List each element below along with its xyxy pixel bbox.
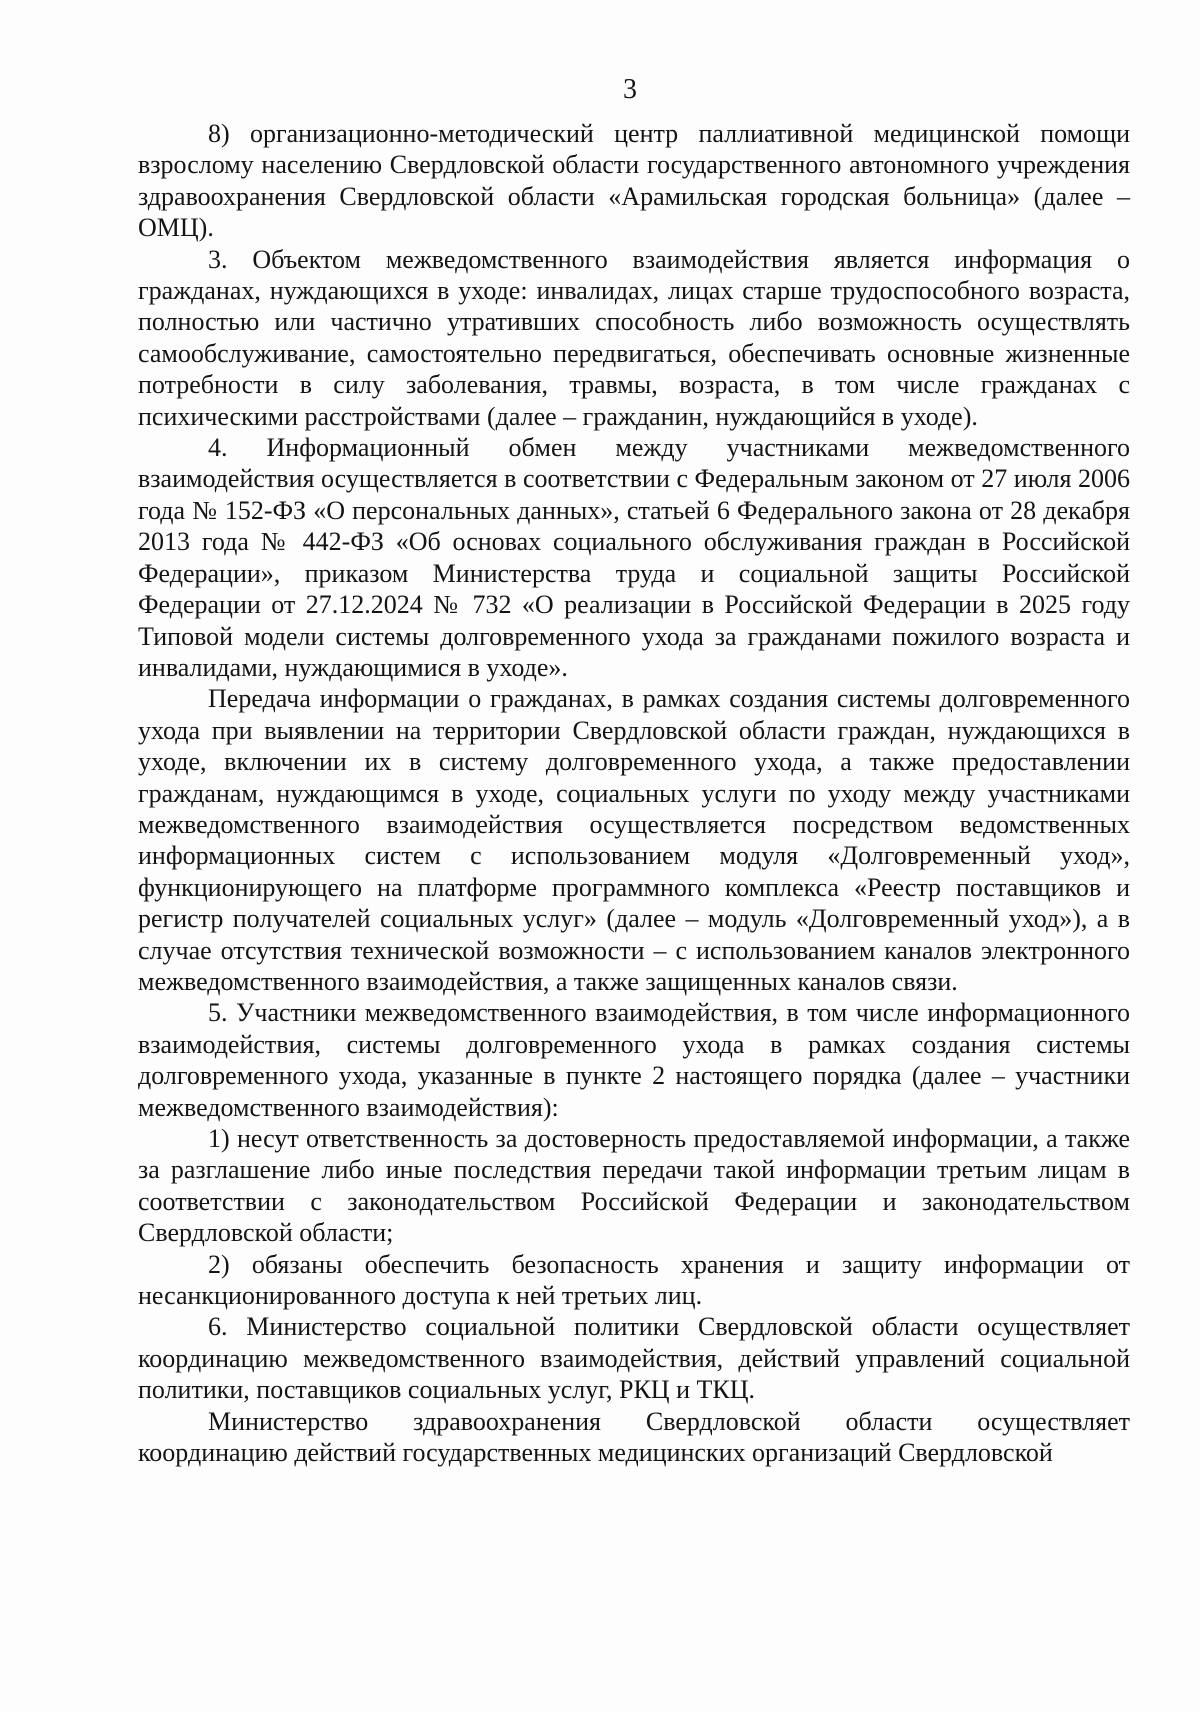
paragraph-item-1-responsibility: 1) несут ответственность за достоверность предоставляемой информации, а также за разглашение либо иные последствия передачи такой информации третьим лицам в соответствии с законодательством Российской Федерации и законодательством Свердловской области; [138,1124,1130,1248]
paragraph-section-3-object: 3. Объектом межведомственного взаимодействия является информация о гражданах, нуждающихся в уходе: инвалидах, лицах старше трудоспособного возраста, полностью или частично утративших способность либо возможность осуществлять самообслуживание, самостоятельно передвигаться, обеспечивать основные жизненные потребности в силу заболевания, травмы, возраста, в том числе гражданах с психическими расстройствами (далее – гражданин, нуждающийся в уходе). [138,244,1130,431]
paragraph-item-8-omc: 8) организационно-методический центр паллиативной медицинской помощи взрослому населению Свердловской области государственного автономного учреждения здравоохранения Свердловской области «Арамильская городская больница» (далее – ОМЦ). [138,119,1130,243]
paragraph-section-5-participants: 5. Участники межведомственного взаимодействия, в том числе информационного взаимодействия, системы долговременного ухода в рамках создания системы долговременного ухода, указанные в пункте 2 настоящего порядка (далее – участники межведомственного взаимодействия): [138,998,1130,1122]
paragraph-information-transfer: Передача информации о гражданах, в рамках создания системы долговременного ухода при выявлении на территории Свердловской области граждан, нуждающихся в уходе, включении их в систему долговременного ухода, а также предоставлении гражданам, нуждающимся в уходе, социальных услуги по уходу между участниками межведомственного взаимодействия осуществляется посредством ведомственных информационных систем с использованием модуля «Долговременный уход», функционирующего на платформе программного комплекса «Реестр поставщиков и регистр получателей социальных услуг» (далее – модуль «Долговременный уход»), а в случае отсутствия технической возможности – с использованием каналов электронного межведомственного взаимодействия, а также защищенных каналов связи. [138,684,1130,996]
paragraph-section-6-coordination: 6. Министерство социальной политики Свердловской области осуществляет координацию межведомственного взаимодействия, действий управлений социальной политики, поставщиков социальных услуг, РКЦ и ТКЦ. [138,1312,1130,1405]
page-number: 3 [623,74,637,105]
document-body [138,118,1130,1468]
paragraph-health-ministry: Министерство здравоохранения Свердловской области осуществляет координацию действий государственных медицинских организаций Свердловской [138,1406,1130,1468]
paragraph-section-4-exchange: 4. Информационный обмен между участниками межведомственного взаимодействия осуществляется в соответствии с Федеральным законом от 27 июля 2006 года № 152-ФЗ «О персональных данных», статьей 6 Федерального закона от 28 декабря 2013 года № 442-ФЗ «Об основах социального обслуживания граждан в Российской Федерации», приказом Министерства труда и социальной защиты Российской Федерации от 27.12.2024 № 732 «О реализации в Российской Федерации в 2025 году Типовой модели системы долговременного ухода за гражданами пожилого возраста и инвалидами, нуждающимися в уходе». [138,433,1130,682]
paragraph-item-2-security: 2) обязаны обеспечить безопасность хранения и защиту информации от несанкционированного доступа к ней третьих лиц. [138,1249,1130,1311]
